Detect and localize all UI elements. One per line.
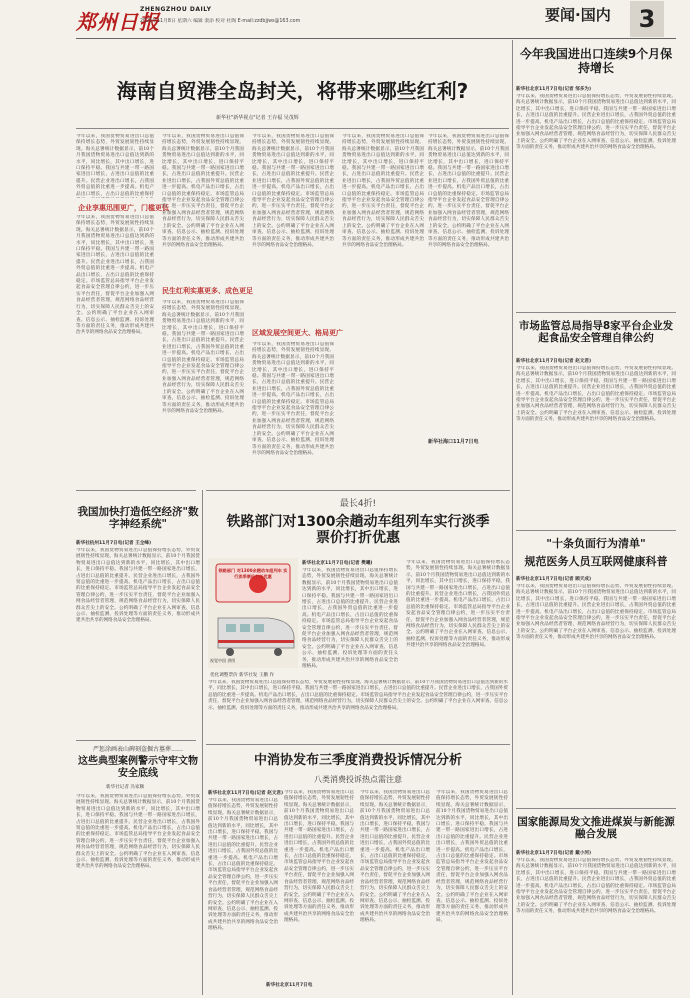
energy-story — [516, 812, 676, 994]
consumer-lead: 新华社北京11月7日电(记者 赵文君) — [208, 791, 284, 796]
internet-headline: 规范医务人员互联网健康科普 — [524, 555, 668, 568]
energy-lead: 新华社北京11月7日电(记者 戴小河) — [516, 851, 592, 856]
page-number: 3 — [630, 1, 664, 37]
masthead-logo: 郑州日报 — [76, 10, 160, 34]
divider-right — [512, 40, 513, 995]
rail-credit: 优化调整票价 新华社发 王鹏 作 — [210, 673, 275, 678]
left-rule-2 — [76, 740, 196, 741]
trade-lead: 新华社北京11月7日电(记者 邹多为) — [516, 87, 592, 92]
section-name: 要闻·国内 — [545, 6, 611, 24]
left-rule-1 — [76, 490, 196, 491]
rail-body-3: 今年以来，我国货物贸易进出口总值保持增长态势，外贸发展韧性持续显现。海关总署统计数据显示，前10个月我国货物贸易进出口总值达到新的水平，同比增长，其中出口增长，进口保持平稳。我国与共建一带一路国家进出口增长，占进出口总值的比重提升。民营企业进出口增长，占我国外贸总值的比重进一步提高。机电产品出口增长，占出口总值的比重保持稳定。市场监管总局指导平台企业发起食品安全管理自律公约，进一步压实平台责任，督促平台企业加强入网食品经营者管理，规范网络食品经营行为，切实保障人民群众舌尖上的安全。公约明确了平台企业在入网审查、信息公示、抽检监测、投诉处理等方面的责任义务，推动形成共建共治共享的网络食品安全治理格局。 — [208, 680, 508, 711]
energy-headline: 国家能源局发文推进煤炭与新能源融合发展 — [517, 816, 675, 841]
rail-illustration-text: 铁路部门 对1300余趟动车组列车 实行淡季票价打折优惠 — [218, 568, 288, 579]
top-story-col-5: 今年以来，我国货物贸易进出口总值保持增长态势，外贸发展韧性持续显现。海关总署统计数据显示，前10个月我国货物贸易进出口总值达到新的水平，同比增长，其中出口增长，进口保持平稳。我国与共建一带一路国家进出口增长，占进出口总值的比重提升。民营企业进出口增长，占我国外贸总值的比重进一步提高。机电产品出口增长，占出口总值的比重保持稳定。市场监管总局指导平台企业发起食品安全管理自律公约，进一步压实平台责任，督促平台企业加强入网食品经营者管理，规范网络食品经营行为，切实保障人民群众舌尖上的安全。公约明确了平台企业在入网审查、信息公示、抽检监测、投诉处理等方面的责任义务，推动形成共建共治共享的网络食品安全治理格局。 — [428, 134, 509, 248]
top-story-col-4: 今年以来，我国货物贸易进出口总值保持增长态势，外贸发展韧性持续显现。海关总署统计数据显示，前10个月我国货物贸易进出口总值达到新的水平，同比增长，其中出口增长，进口保持平稳。我国与共建一带一路国家进出口增长，占进出口总值的比重提升。民营企业进出口增长，占我国外贸总值的比重进一步提高。机电产品出口增长，占出口总值的比重保持稳定。市场监管总局指导平台企业发起食品安全管理自律公约，进一步压实平台责任，督促平台企业加强入网食品经营者管理，规范网络食品经营行为，切实保障人民群众舌尖上的安全。公约明确了平台企业在入网审查、信息公示、抽检监测、投诉处理等方面的责任义务，推动形成共建共治共享的网络食品安全治理格局。 — [342, 134, 424, 248]
top-story-col-3: 今年以来，我国货物贸易进出口总值保持增长态势，外贸发展韧性持续显现。海关总署统计数据显示，前10个月我国货物贸易进出口总值达到新的水平，同比增长，其中出口增长，进口保持平稳。我国与共建一带一路国家进出口增长，占进出口总值的比重提升。民营企业进出口增长，占我国外贸总值的比重进一步提高。机电产品出口增长，占出口总值的比重保持稳定。市场监管总局指导平台企业发起食品安全管理自律公约，进一步压实平台责任，督促平台企业加强入网食品经营者管理，规范网络食品经营行为，切实保障人民群众舌尖上的安全。公约明确了平台企业在入网审查、信息公示、抽检监测、投诉处理等方面的责任义务，推动形成共建共治共享的网络食品安全治理格局。 — [252, 134, 334, 248]
rail-illustration-credit: 视觉中国 供图 — [210, 658, 236, 663]
right-rule-3 — [516, 808, 676, 809]
top-story-col-1: 今年以来，我国货物贸易进出口总值保持增长态势，外贸发展韧性持续显现。海关总署统计数据显示，前10个月我国货物贸易进出口总值达到新的水平，同比增长，其中出口增长，进口保持平稳。我国与共建一带一路国家进出口增长，占进出口总值的比重提升。民营企业进出口增长，占我国外贸总值的比重进一步提高。机电产品出口增长，占出口总值的比重保持 — [76, 134, 154, 197]
lowalt-body: 今年以来，我国货物贸易进出口总值保持增长态势，外贸发展韧性持续显现。海关总署统计数据显示，前10个月我国货物贸易进出口总值达到新的水平，同比增长，其中出口增长，进口保持平稳。我国与共建一带一路国家进出口增长，占进出口总值的比重提升。民营企业进出口增长，占我国外贸总值的比重进一步提高。机电产品出口增长，占出口总值的比重保持稳定。市场监管总局指导平台企业发起食品安全管理自律公约，进一步压实平台责任，督促平台企业加强入网食品经营者管理，规范网络食品经营行为，切实保障人民群众舌尖上的安全。公约明确了平台企业在入网审查、信息公示、抽检监测、投诉处理等方面的责任义务，推动形成共建共治共享的网络食品安全治理格局。 — [76, 548, 200, 624]
market-lead: 新华社北京11月7日电(记者 赵文君) — [516, 359, 592, 364]
consumer-story — [206, 746, 510, 994]
masthead-info: 2025年11月8日 星期六 编辑 栾添 校对 杜陶 E-mail:zzdbjjws@163.com — [140, 19, 301, 24]
rail-illustration — [208, 558, 298, 668]
consumer-subtitle: 八类消费投诉热点需注意 — [314, 775, 402, 784]
rail-headline: 铁路部门对1300余趟动车组列车实行淡季票价打折优惠 — [226, 514, 490, 547]
top-story-col-1b: 今年以来，我国货物贸易进出口总值保持增长态势，外贸发展韧性持续显现。海关总署统计数据显示，前10个月我国货物贸易进出口总值达到新的水平，同比增长，其中出口增长，进口保持平稳。我国与共建一带一路国家进出口增长，占进出口总值的比重提升。民营企业进出口增长，占我国外贸总值的比重进一步提高。机电产品出口增长，占出口总值的比重保持稳定。市场监管总局指导平台企业发起食品安全管理自律公约，进一步压实平台责任，督促平台企业加强入网食品经营者管理，规范网络食品经营行为，切实保障人民群众舌尖上的安全。公约明确了平台企业在入网审查、信息公示、抽检监测、投诉处理等方面的责任义务，推动形成共建共治共享的网络食品安全治理格局。 — [76, 215, 154, 336]
top-story-byline: 新华社"新华视点"记者 王存福 吴茂辉 — [216, 115, 299, 121]
top-story-subhead-1: 企业享惠迅围更广，门槛更低 — [78, 204, 169, 212]
market-body: 今年以来，我国货物贸易进出口总值保持增长态势，外贸发展韧性持续显现。海关总署统计数据显示，前10个月我国货物贸易进出口总值达到新的水平，同比增长，其中出口增长，进口保持平稳。我国与共建一带一路国家进出口增长，占进出口总值的比重提升。民营企业进出口增长，占我国外贸总值的比重进一步提高。机电产品出口增长，占出口总值的比重保持稳定。市场监管总局指导平台企业发起食品安全管理自律公约，进一步压实平台责任，督促平台企业加强入网食品经营者管理，规范网络食品经营行为，切实保障人民群众舌尖上的安全。公约明确了平台企业在入网审查、信息公示、抽检监测、投诉处理等方面的责任义务，推动形成共建共治共享的网络食品安全治理格局。 — [516, 366, 676, 423]
market-headline: 市场监管总局指导8家平台企业发起食品安全管理自律公约 — [518, 320, 674, 345]
center-rule-2 — [206, 744, 510, 745]
consumer-end: 新华社北京11月7日电 — [266, 983, 313, 988]
top-story — [76, 50, 509, 484]
top-story-col-3b: 今年以来，我国货物贸易进出口总值保持增长态势，外贸发展韧性持续显现。海关总署统计数据显示，前10个月我国货物贸易进出口总值达到新的水平，同比增长，其中出口增长，进口保持平稳。我国与共建一带一路国家进出口增长，占进出口总值的比重提升。民营企业进出口增长，占我国外贸总值的比重进一步提高。机电产品出口增长，占出口总值的比重保持稳定。市场监管总局指导平台企业发起食品安全管理自律公约，进一步压实平台责任，督促平台企业加强入网食品经营者管理，规范网络食品经营行为，切实保障人民群众舌尖上的安全。公约明确了平台企业在入网审查、信息公示、抽检监测、投诉处理等方面的责任义务，推动形成共建共治共享的网络食品安全治理格局。 — [252, 342, 334, 455]
internet-story — [516, 534, 676, 804]
right-rule-1 — [516, 312, 676, 313]
consumer-body-2: 今年以来，我国货物贸易进出口总值保持增长态势，外贸发展韧性持续显现。海关总署统计数据显示，前10个月我国货物贸易进出口总值达到新的水平，同比增长，其中出口增长，进口保持平稳。我国与共建一带一路国家进出口增长，占进出口总值的比重提升。民营企业进出口增长，占我国外贸总值的比重进一步提高。机电产品出口增长，占出口总值的比重保持稳定。市场监管总局指导平台企业发起食品安全管理自律公约，进一步压实平台责任，督促平台企业加强入网食品经营者管理，规范网络食品经营行为，切实保障人民群众舌尖上的安全。公约明确了平台企业在入网审查、信息公示、抽检监测、投诉处理等方面的责任义务，推动形成共建共治共享的网络食品安全治理格局。 — [284, 790, 354, 924]
trade-story — [516, 40, 676, 305]
lowalt-story — [76, 492, 200, 738]
top-story-subhead-2: 民生红利实惠更多、成色更足 — [162, 287, 253, 295]
trade-body: 今年以来，我国货物贸易进出口总值保持增长态势，外贸发展韧性持续显现。海关总署统计数据显示，前10个月我国货物贸易进出口总值达到新的水平，同比增长，其中出口增长，进口保持平稳。我国与共建一带一路国家进出口增长，占进出口总值的比重提升。民营企业进出口增长，占我国外贸总值的比重进一步提高。机电产品出口增长，占出口总值的比重保持稳定。市场监管总局指导平台企业发起食品安全管理自律公约，进一步压实平台责任，督促平台企业加强入网食品经营者管理，规范网络食品经营行为，切实保障人民群众舌尖上的安全。公约明确了平台企业在入网审查、信息公示、抽检监测、投诉处理等方面的责任义务，推动形成共建共治共享的网络食品安全治理格局。 — [516, 94, 676, 151]
rail-kicker: 最长4折! — [339, 499, 377, 509]
center-rule-1 — [206, 490, 510, 491]
culture-body: 今年以来，我国货物贸易进出口总值保持增长态势，外贸发展韧性持续显现。海关总署统计数据显示，前10个月我国货物贸易进出口总值达到新的水平，同比增长，其中出口增长，进口保持平稳。我国与共建一带一路国家进出口增长，占进出口总值的比重提升。民营企业进出口增长，占我国外贸总值的比重进一步提高。机电产品出口增长，占出口总值的比重保持稳定。市场监管总局指导平台企业发起食品安全管理自律公约，进一步压实平台责任，督促平台企业加强入网食品经营者管理，规范网络食品经营行为，切实保障人民群众舌尖上的安全。公约明确了平台企业在入网审查、信息公示、抽检监测、投诉处理等方面的责任义务，推动形成共建共治共享的网络食品安全治理格局。 — [76, 794, 200, 870]
divider-left — [202, 490, 203, 995]
lowalt-headline: 我国加快打造低空经济"数字神经系统" — [77, 506, 199, 531]
masthead-rule — [76, 38, 676, 39]
top-story-end: 新华社海口11月7日电 — [428, 439, 479, 445]
top-story-headline: 海南自贸港全岛封关，将带来哪些红利? — [116, 79, 469, 103]
top-story-col-2b: 今年以来，我国货物贸易进出口总值保持增长态势，外贸发展韧性持续显现。海关总署统计数据显示，前10个月我国货物贸易进出口总值达到新的水平，同比增长，其中出口增长，进口保持平稳。我国与共建一带一路国家进出口增长，占进出口总值的比重提升。民营企业进出口增长，占我国外贸总值的比重进一步提高。机电产品出口增长，占出口总值的比重保持稳定。市场监管总局指导平台企业发起食品安全管理自律公约，进一步压实平台责任，督促平台企业加强入网食品经营者管理，规范网络食品经营行为，切实保障人民群众舌尖上的安全。公约明确了平台企业在入网审查、信息公示、抽检监测、投诉处理等方面的责任义务，推动形成共建共治共享的网络食品安全治理格局。 — [162, 300, 244, 414]
internet-lead: 新华社北京11月7日电(记者 顾天成) — [516, 577, 592, 582]
consumer-body-1: 今年以来，我国货物贸易进出口总值保持增长态势，外贸发展韧性持续显现。海关总署统计数据显示，前10个月我国货物贸易进出口总值达到新的水平，同比增长，其中出口增长，进口保持平稳。我国与共建一带一路国家进出口增长，占进出口总值的比重提升。民营企业进出口增长，占我国外贸总值的比重进一步提高。机电产品出口增长，占出口总值的比重保持稳定。市场监管总局指导平台企业发起食品安全管理自律公约，进一步压实平台责任，督促平台企业加强入网食品经营者管理，规范网络食品经营行为，切实保障人民群众舌尖上的安全。公约明确了平台企业在入网审查、信息公示、抽检监测、投诉处理等方面的责任义务，推动形成共建共治共享的网络食品安全治理格局。 — [208, 798, 278, 932]
internet-subtitle: "十条负面行为清单" — [546, 537, 646, 550]
rail-story — [206, 492, 510, 742]
energy-body: 今年以来，我国货物贸易进出口总值保持增长态势，外贸发展韧性持续显现。海关总署统计数据显示，前10个月我国货物贸易进出口总值达到新的水平，同比增长，其中出口增长，进口保持平稳。我国与共建一带一路国家进出口增长，占进出口总值的比重提升。民营企业进出口增长，占我国外贸总值的比重进一步提高。机电产品出口增长，占出口总值的比重保持稳定。市场监管总局指导平台企业发起食品安全管理自律公约，进一步压实平台责任，督促平台企业加强入网食品经营者管理，规范网络食品经营行为，切实保障人民群众舌尖上的安全。公约明确了平台企业在入网审查、信息公示、抽检监测、投诉处理等方面的责任义务，推动形成共建共治共享的网络食品安全治理格局。 — [516, 858, 676, 915]
lowalt-lead: 新华社杭州11月7日电(记者 王全峰) — [76, 541, 152, 546]
rail-lead: 新华社北京11月7日电(记者 樊曦) — [302, 561, 373, 566]
culture-byline: 新华社记者 冯家顺 — [106, 785, 145, 790]
top-story-col-2: 今年以来，我国货物贸易进出口总值保持增长态势，外贸发展韧性持续显现。海关总署统计数据显示，前10个月我国货物贸易进出口总值达到新的水平，同比增长，其中出口增长，进口保持平稳。我国与共建一带一路国家进出口增长，占进出口总值的比重提升。民营企业进出口增长，占我国外贸总值的比重进一步提高。机电产品出口增长，占出口总值的比重保持稳定。市场监管总局指导平台企业发起食品安全管理自律公约，进一步压实平台责任，督促平台企业加强入网食品经营者管理，规范网络食品经营行为，切实保障人民群众舌尖上的安全。公约明确了平台企业在入网审查、信息公示、抽检监测、投诉处理等方面的责任义务，推动形成共建共治共享的网络食品安全治理格局。 — [162, 134, 244, 248]
right-rule-2 — [516, 530, 676, 531]
consumer-headline: 中消协发布三季度消费投诉情况分析 — [253, 753, 462, 768]
culture-headline-top: 严惩涂画表山碑刻盗掘古墓葬…… — [92, 746, 183, 753]
consumer-body-4: 今年以来，我国货物贸易进出口总值保持增长态势，外贸发展韧性持续显现。海关总署统计数据显示，前10个月我国货物贸易进出口总值达到新的水平，同比增长，其中出口增长，进口保持平稳。我国与共建一带一路国家进出口增长，占进出口总值的比重提升。民营企业进出口增长，占我国外贸总值的比重进一步提高。机电产品出口增长，占出口总值的比重保持稳定。市场监管总局指导平台企业发起食品安全管理自律公约，进一步压实平台责任，督促平台企业加强入网食品经营者管理，规范网络食品经营行为，切实保障人民群众舌尖上的安全。公约明确了平台企业在入网审查、信息公示、抽检监测、投诉处理等方面的责任义务，推动形成共建共治共享的网络食品安全治理格局。 — [436, 790, 508, 924]
market-story — [516, 316, 676, 526]
culture-story — [76, 742, 200, 994]
rail-body-1: 今年以来，我国货物贸易进出口总值保持增长态势，外贸发展韧性持续显现。海关总署统计数据显示，前10个月我国货物贸易进出口总值达到新的水平，同比增长，其中出口增长，进口保持平稳。我国与共建一带一路国家进出口增长，占进出口总值的比重提升。民营企业进出口增长，占我国外贸总值的比重进一步提高。机电产品出口增长，占出口总值的比重保持稳定。市场监管总局指导平台企业发起食品安全管理自律公约，进一步压实平台责任，督促平台企业加强入网食品经营者管理，规范网络食品经营行为，切实保障人民群众舌尖上的安全。公约明确了平台企业在入网审查、信息公示、抽检监测、投诉处理等方面的责任义务，推动形成共建共治共享的网络食品安全治理格局。 — [302, 568, 398, 670]
top-story-rule — [76, 128, 509, 129]
internet-body: 今年以来，我国货物贸易进出口总值保持增长态势，外贸发展韧性持续显现。海关总署统计数据显示，前10个月我国货物贸易进出口总值达到新的水平，同比增长，其中出口增长，进口保持平稳。我国与共建一带一路国家进出口增长，占进出口总值的比重提升。民营企业进出口增长，占我国外贸总值的比重进一步提高。机电产品出口增长，占出口总值的比重保持稳定。市场监管总局指导平台企业发起食品安全管理自律公约，进一步压实平台责任，督促平台企业加强入网食品经营者管理，规范网络食品经营行为，切实保障人民群众舌尖上的安全。公约明确了平台企业在入网审查、信息公示、抽检监测、投诉处理等方面的责任义务，推动形成共建共治共享的网络食品安全治理格局。 — [516, 584, 676, 641]
rail-body-2: 今年以来，我国货物贸易进出口总值保持增长态势，外贸发展韧性持续显现。海关总署统计数据显示，前10个月我国货物贸易进出口总值达到新的水平，同比增长，其中出口增长，进口保持平稳。我国与共建一带一路国家进出口增长，占进出口总值的比重提升。民营企业进出口增长，占我国外贸总值的比重进一步提高。机电产品出口增长，占出口总值的比重保持稳定。市场监管总局指导平台企业发起食品安全管理自律公约，进一步压实平台责任，督促平台企业加强入网食品经营者管理，规范网络食品经营行为，切实保障人民群众舌尖上的安全。公约明确了平台企业在入网审查、信息公示、抽检监测、投诉处理等方面的责任义务，推动形成共建共治共享的网络食品安全治理格局。 — [406, 560, 510, 649]
consumer-body-3: 今年以来，我国货物贸易进出口总值保持增长态势，外贸发展韧性持续显现。海关总署统计数据显示，前10个月我国货物贸易进出口总值达到新的水平，同比增长，其中出口增长，进口保持平稳。我国与共建一带一路国家进出口增长，占进出口总值的比重提升。民营企业进出口增长，占我国外贸总值的比重进一步提高。机电产品出口增长，占出口总值的比重保持稳定。市场监管总局指导平台企业发起食品安全管理自律公约，进一步压实平台责任，督促平台企业加强入网食品经营者管理，规范网络食品经营行为，切实保障人民群众舌尖上的安全。公约明确了平台企业在入网审查、信息公示、抽检监测、投诉处理等方面的责任义务，推动形成共建共治共享的网络食品安全治理格局。 — [360, 790, 430, 924]
masthead-english: ZHENGZHOU DAILY — [140, 6, 212, 13]
culture-headline: 这些典型案例警示守牢文物安全底线 — [78, 756, 198, 779]
top-story-subhead-3: 区域发展空间更大、格局更广 — [252, 329, 343, 337]
trade-headline: 今年我国进出口连续9个月保持增长 — [519, 47, 673, 75]
